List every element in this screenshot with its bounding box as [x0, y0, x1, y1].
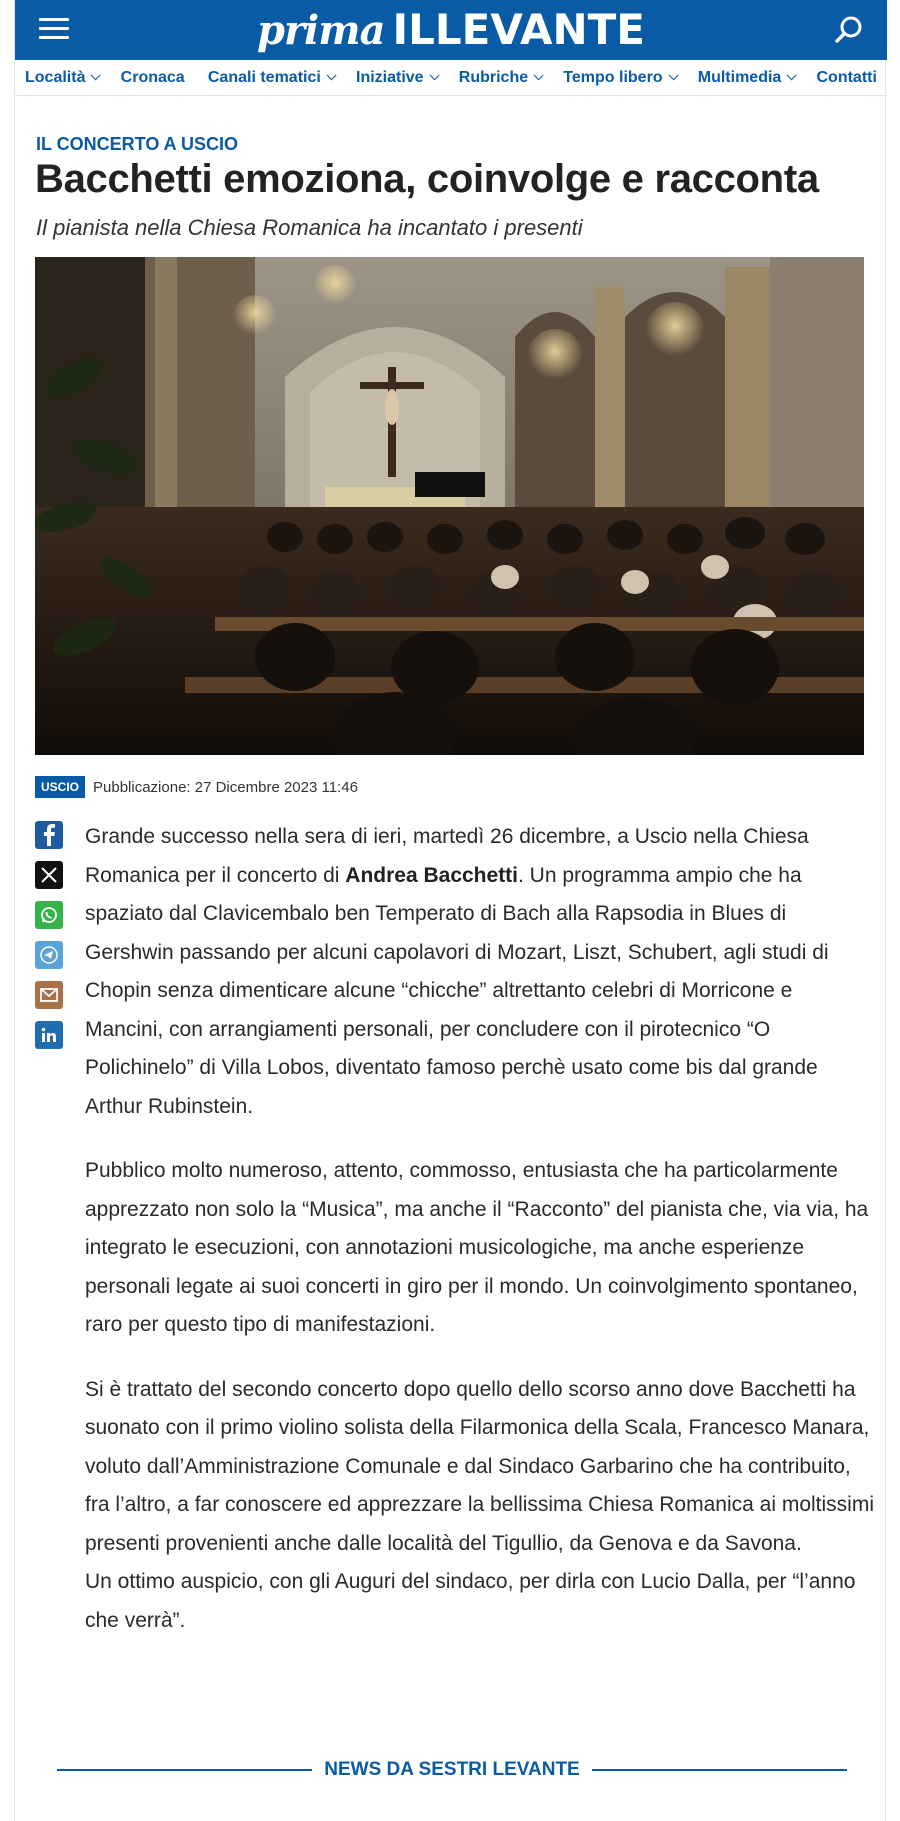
chevron-down-icon — [326, 70, 336, 80]
logo-prima: prima — [257, 7, 385, 54]
nav-item-rubriche[interactable] — [459, 69, 540, 87]
email-icon[interactable] — [35, 981, 63, 1009]
chevron-down-icon — [534, 70, 544, 80]
x-icon[interactable] — [35, 861, 63, 889]
nav-item-label: Iniziative — [356, 68, 424, 86]
nav-item-iniziative[interactable] — [356, 69, 436, 87]
article-subtitle: Il pianista nella Chiesa Romanica ha incantato i presenti — [36, 215, 583, 240]
divider-left — [57, 1769, 312, 1771]
nav-item-label: Tempo libero — [563, 68, 663, 86]
paragraph-4-text: Un ottimo auspicio, con gli Auguri del sindaco, per dirla con Lucio Dalla, per “l’anno che verrà”. — [85, 1570, 856, 1632]
page-frame — [14, 0, 886, 1821]
paragraph-1 — [85, 818, 875, 1126]
article-body — [85, 818, 875, 1640]
nav-item-label: Canali tematici — [207, 68, 321, 86]
nav-item-canali-tematici[interactable] — [208, 69, 333, 87]
paragraph-2: Pubblico molto numeroso, attento, commosso, entusiasta che ha particolarmente apprezzato non solo la “Musica”, ma anche il “Racconto” del pianista che, via via, ha integrato le esecuzioni, con annotazioni musicologiche, ma anche esperienze personali legate ai suoi concerti in giro per il mondo. Un coinvolgimento spontaneo, raro per questo tipo di manifestazioni. — [85, 1159, 869, 1336]
nav-item-localit-[interactable] — [25, 69, 97, 87]
nav-item-label: Rubriche — [458, 68, 529, 86]
paragraph-3-text: Si è trattato del secondo concerto dopo quello dello scorso anno dove Bacchetti ha suonato con il primo violino solista della Filarmonica della Scala, Francesco Manara, voluto dall’Amministrazione Comunale e dal Sindaco Garbarino che ha contribuito, fra l’altro, a far conoscere ed apprezzare la bellissima Chiesa Romanica ai moltissimi presenti provenienti anche dalle località del Tigullio, da Genova e da Savona. — [85, 1377, 874, 1555]
main-nav — [15, 60, 887, 96]
site-logo[interactable] — [15, 4, 887, 66]
publication-date: Pubblicazione: 27 Dicembre 2023 11:46 — [93, 778, 358, 796]
location-tag[interactable]: USCIO — [35, 776, 85, 798]
nav-item-multimedia[interactable] — [698, 69, 794, 87]
chevron-down-icon — [787, 70, 797, 80]
nav-item-label: Contatti — [816, 68, 877, 86]
section-header — [57, 1755, 847, 1785]
paragraph-1-text-a: Grande successo nella sera di ieri, martedì 26 dicembre, a Uscio nella Chiesa Romanica per il concerto di — [85, 825, 809, 887]
facebook-icon[interactable] — [35, 821, 63, 849]
article-photo — [35, 257, 864, 755]
whatsapp-icon[interactable] — [35, 901, 63, 929]
nav-item-contatti[interactable] — [817, 69, 877, 87]
section-title[interactable]: NEWS DA SESTRI LEVANTE — [324, 1759, 580, 1780]
share-bar — [35, 821, 65, 1061]
nav-item-cronaca[interactable] — [121, 69, 185, 87]
logo-name: ILLEVANTE — [392, 5, 645, 54]
article-kicker[interactable]: IL CONCERTO A USCIO — [36, 134, 239, 154]
nav-item-label: Località — [25, 68, 86, 86]
nav-item-label: Multimedia — [697, 68, 782, 86]
linkedin-icon[interactable] — [35, 1021, 63, 1049]
artist-name: Andrea Bacchetti — [345, 863, 519, 887]
site-header — [15, 0, 887, 60]
nav-item-tempo-libero[interactable] — [563, 69, 674, 87]
telegram-icon[interactable] — [35, 941, 63, 969]
paragraph-3 — [85, 1371, 875, 1641]
article-title: Bacchetti emoziona, coinvolge e racconta — [35, 157, 819, 201]
chevron-down-icon — [429, 70, 439, 80]
divider-right — [592, 1769, 847, 1771]
article-meta — [35, 776, 358, 798]
chevron-down-icon — [91, 70, 101, 80]
paragraph-1-text-b: . Un programma ampio che ha spaziato dal Clavicembalo ben Temperato di Bach alla Rapsodia in Blues di Gershwin passando per alcuni capolavori di Mozart, Liszt, Schubert, agli studi di Chopin senza dimenticare alcune “chicche” altrettanto celebri di Morricone e Mancini, con arrangiamenti personali, per concludere con il pirotecnico “O Polichinelo” di Villa Lobos, diventato famoso perchè usato come bis dal grande Arthur Rubinstein. — [85, 863, 829, 1118]
search-icon[interactable] — [833, 14, 865, 46]
nav-item-label: Cronaca — [120, 68, 185, 86]
chevron-down-icon — [668, 70, 678, 80]
